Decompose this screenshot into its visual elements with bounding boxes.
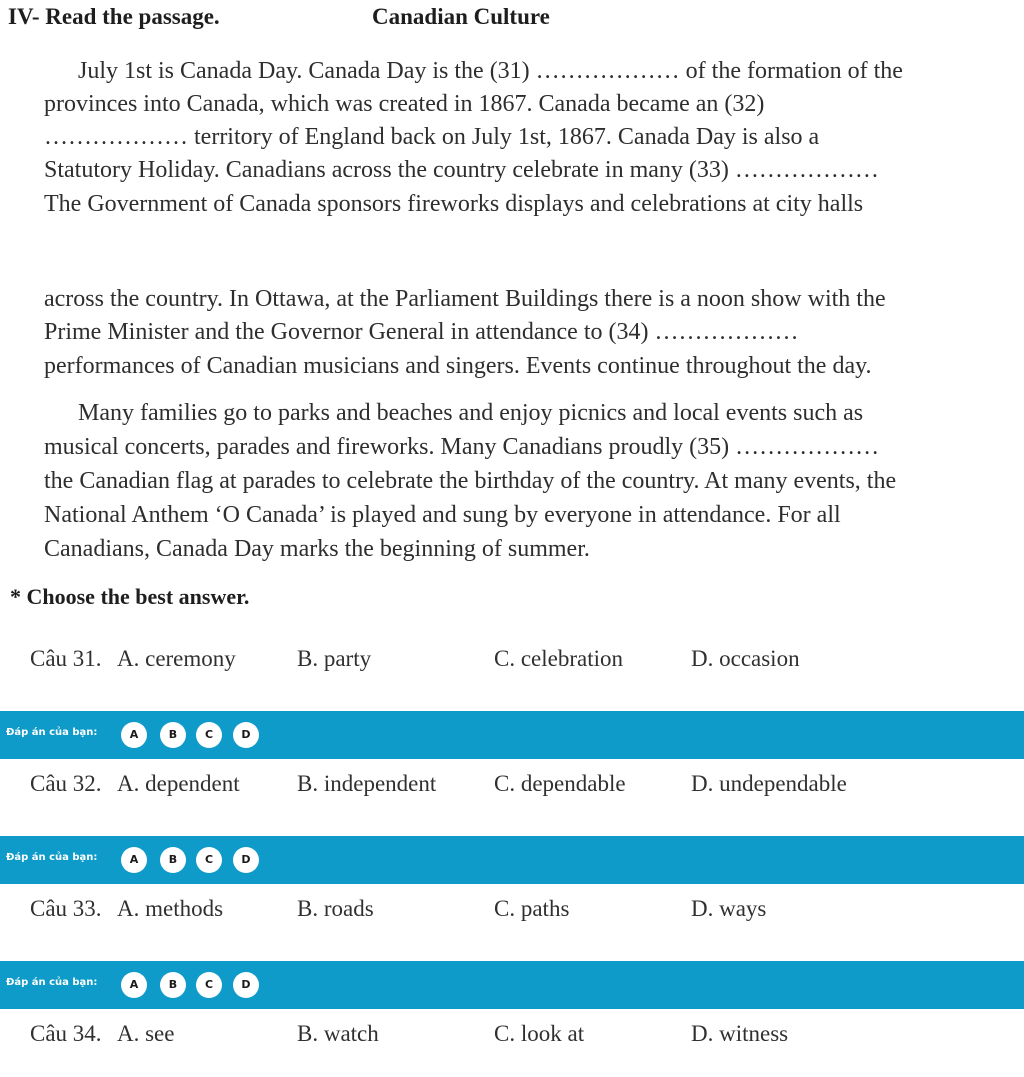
question-number: Câu 33. bbox=[30, 896, 102, 921]
answer-bar-label: Đáp án của bạn: bbox=[6, 852, 98, 863]
answer-bar-33 bbox=[0, 961, 1024, 1009]
answer-option-b[interactable]: B bbox=[160, 972, 186, 998]
answer-bar-label: Đáp án của bạn: bbox=[6, 727, 98, 738]
answer-bar-32 bbox=[0, 836, 1024, 884]
question-number: Câu 34. bbox=[30, 1021, 102, 1046]
question-33 bbox=[0, 890, 1024, 930]
option-c-text: C. celebration bbox=[494, 646, 624, 671]
option-b-text: B. party bbox=[297, 646, 372, 671]
passage-line: Canadians, Canada Day marks the beginning of summer. bbox=[44, 536, 590, 562]
passage-line: across the country. In Ottawa, at the Parliament Buildings there is a noon show with the bbox=[44, 286, 886, 312]
passage-line: Many families go to parks and beaches and enjoy picnics and local events such as bbox=[78, 400, 864, 426]
option-d-text: D. undependable bbox=[691, 771, 847, 796]
answer-option-a[interactable]: A bbox=[121, 972, 147, 998]
section-label: IV- Read the passage. bbox=[8, 4, 220, 29]
option-b-text: B. independent bbox=[297, 771, 437, 796]
header bbox=[8, 4, 550, 30]
option-d-text: D. ways bbox=[691, 896, 767, 921]
passage-line: musical concerts, parades and fireworks. Many Canadians proudly (35) ……………… bbox=[44, 434, 880, 460]
answer-option-c[interactable]: C bbox=[196, 722, 222, 748]
answer-bar-label: Đáp án của bạn: bbox=[6, 977, 98, 988]
answer-option-b[interactable]: B bbox=[160, 722, 186, 748]
answer-option-b[interactable]: B bbox=[160, 847, 186, 873]
option-c-text: C. dependable bbox=[494, 771, 626, 796]
passage-line: Prime Minister and the Governor General in attendance to (34) ……………… bbox=[44, 319, 799, 345]
passage-line: the Canadian flag at parades to celebrate the birthday of the country. At many events, the bbox=[44, 468, 897, 494]
answer-option-a[interactable]: A bbox=[121, 722, 147, 748]
option-a-text: A. dependent bbox=[117, 771, 240, 796]
answer-option-d[interactable]: D bbox=[233, 847, 259, 873]
option-b-text: B. roads bbox=[297, 896, 374, 921]
passage-line: National Anthem ‘O Canada’ is played and sung by everyone in attendance. For all bbox=[44, 502, 841, 528]
passage-title: Canadian Culture bbox=[372, 4, 550, 29]
question-number: Câu 31. bbox=[30, 646, 102, 671]
answer-option-d[interactable]: D bbox=[233, 722, 259, 748]
passage-line: Statutory Holiday. Canadians across the country celebrate in many (33) ……………… bbox=[44, 157, 879, 183]
question-31 bbox=[0, 640, 1024, 680]
answer-bar-31 bbox=[0, 711, 1024, 759]
answer-option-a[interactable]: A bbox=[121, 847, 147, 873]
option-a-text: A. ceremony bbox=[117, 646, 236, 671]
answer-option-d[interactable]: D bbox=[233, 972, 259, 998]
passage-line: The Government of Canada sponsors fireworks displays and celebrations at city halls bbox=[44, 191, 864, 217]
option-a-text: A. see bbox=[117, 1021, 175, 1046]
option-c-text: C. look at bbox=[494, 1021, 585, 1046]
option-d-text: D. occasion bbox=[691, 646, 800, 671]
question-34 bbox=[0, 1015, 1024, 1055]
answer-option-c[interactable]: C bbox=[196, 972, 222, 998]
question-32 bbox=[0, 765, 1024, 805]
option-c-text: C. paths bbox=[494, 896, 570, 921]
passage-line: provinces into Canada, which was created in 1867. Canada became an (32) bbox=[44, 91, 765, 117]
option-d-text: D. witness bbox=[691, 1021, 789, 1046]
option-a-text: A. methods bbox=[117, 896, 224, 921]
passage-line: performances of Canadian musicians and singers. Events continue throughout the day. bbox=[44, 353, 872, 379]
passage-line: July 1st is Canada Day. Canada Day is the (31) ……………… of the formation of the bbox=[78, 58, 903, 84]
answer-option-c[interactable]: C bbox=[196, 847, 222, 873]
instruction: * Choose the best answer. bbox=[10, 584, 250, 609]
option-b-text: B. watch bbox=[297, 1021, 379, 1046]
passage-line: ……………… territory of England back on July 1st, 1867. Canada Day is also a bbox=[44, 124, 820, 150]
question-number: Câu 32. bbox=[30, 771, 102, 796]
